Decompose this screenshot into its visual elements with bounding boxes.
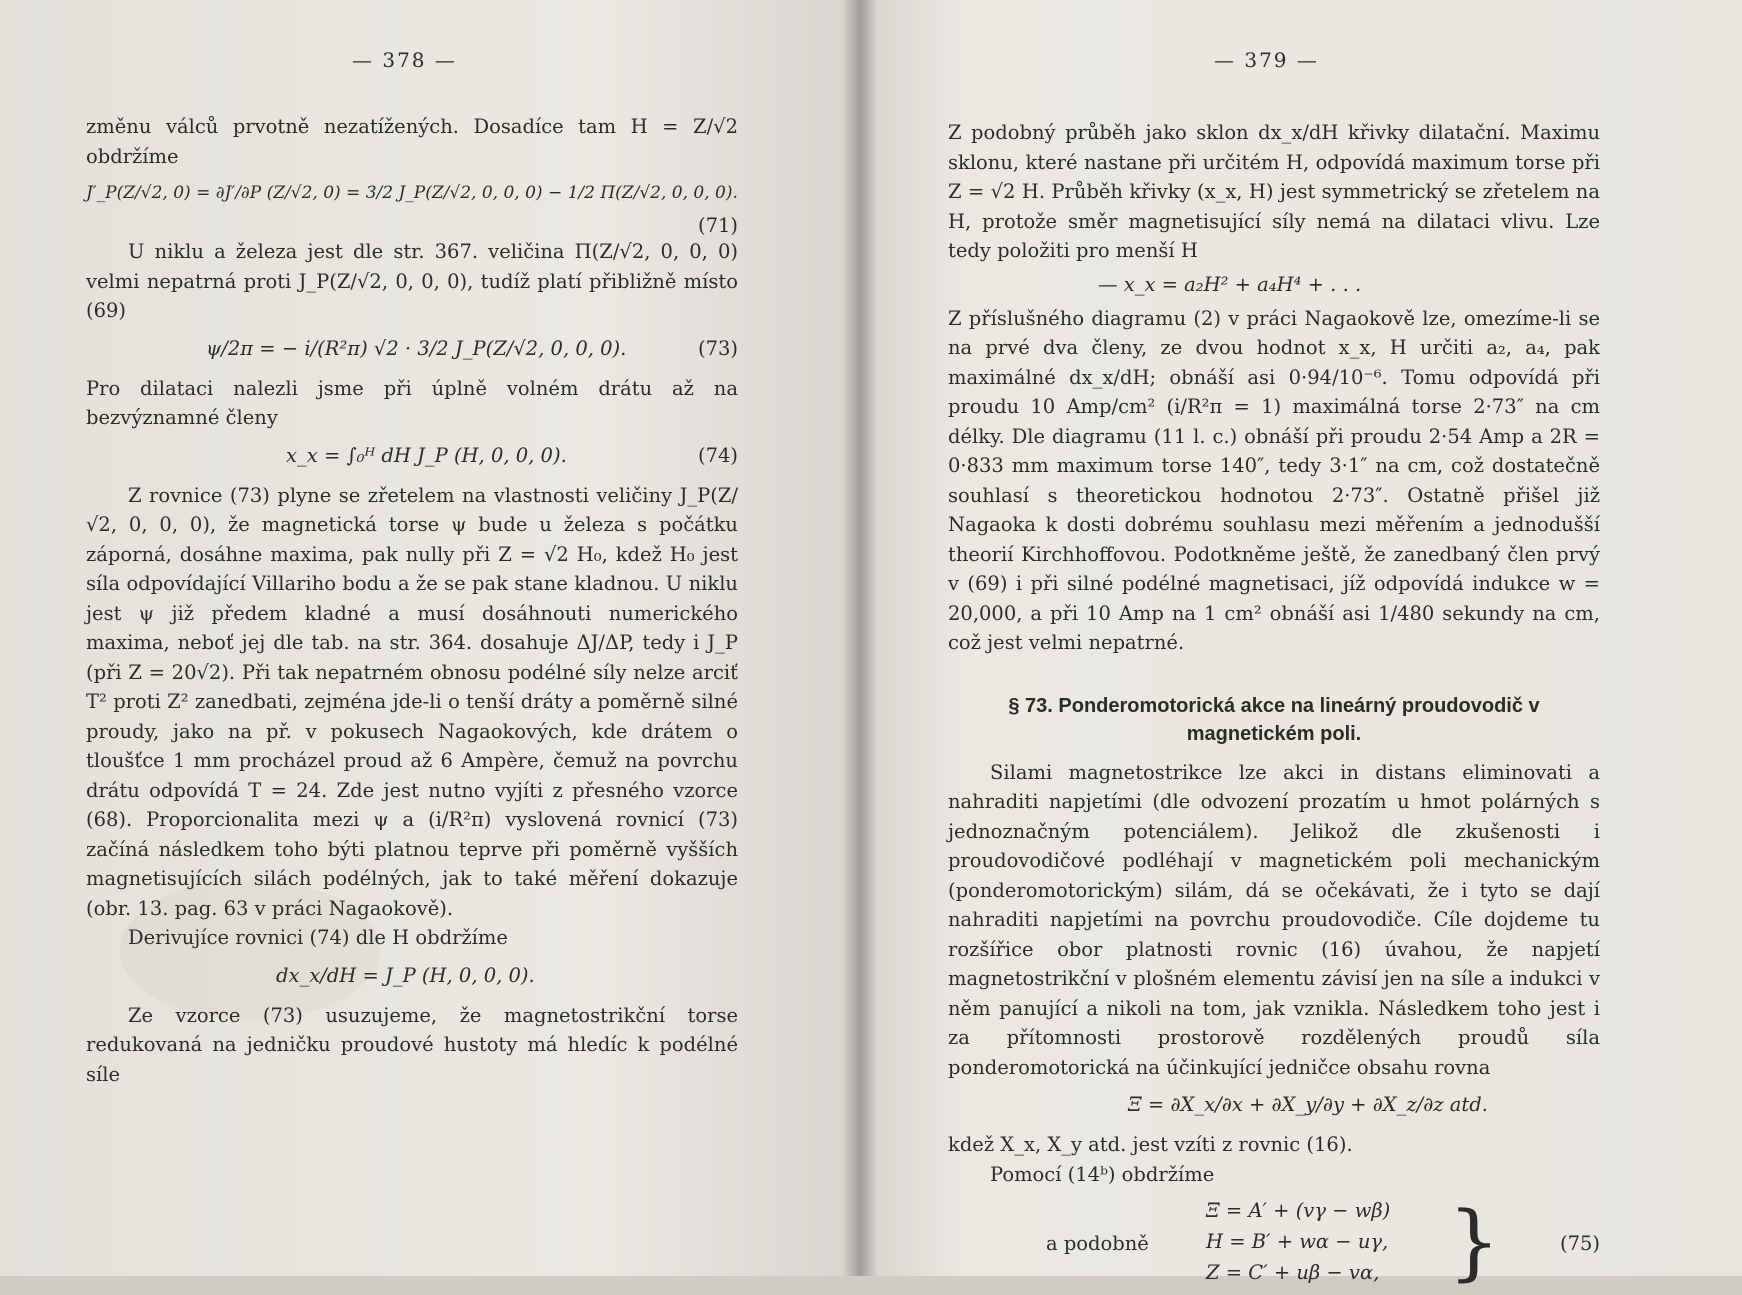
- paragraph: Derivujíce rovnici (74) dle H obdržíme: [128, 926, 508, 949]
- page-number: — 378 —: [352, 48, 457, 72]
- equation-rows: [1206, 1195, 1390, 1288]
- equation-75: [948, 1195, 1600, 1295]
- equation-number: (71): [697, 214, 738, 237]
- book-gutter: [842, 0, 878, 1276]
- equation-text: — x_x = a₂H² + a₄H⁴ + . . .: [1098, 272, 1362, 296]
- equation-73: [86, 328, 738, 372]
- equation-series: [948, 268, 1600, 302]
- equation-row: H = B′ + wα − uγ,: [1206, 1230, 1389, 1253]
- equation-row: Z = C′ + uβ − vα,: [1206, 1261, 1380, 1284]
- equation-74: [86, 435, 738, 479]
- left-page-text: [86, 112, 738, 1089]
- paragraph: Pro dilataci nalezli jsme při úplně volném drátu až na bezvýznamné členy: [86, 376, 738, 429]
- right-page-text: [948, 118, 1600, 1295]
- equation-number: (75): [1559, 1232, 1600, 1255]
- equation-number: (73): [697, 336, 738, 360]
- paragraph: U niklu a železa jest dle str. 367. veličina Π(Z/√2, 0, 0, 0) velmi nepatrná proti J_P(Z/√2, 0, 0, 0), tudíž platí přibližně místo (69): [86, 240, 738, 322]
- paragraph: kdež X_x, X_y atd. jest vzíti z rovnic (16).: [948, 1133, 1353, 1156]
- page-number: — 379 —: [1214, 48, 1319, 72]
- left-page: [0, 0, 858, 1276]
- paragraph: Silami magnetostrikce lze akci in distans eliminovati a nahraditi napjetími (dle odvození prozatím u hmot polárných s jednoznačným potenciálem). Jelikož dle zkušenosti i proudovodičové podléhají v magnetickém poli mechanickým (ponderomotorickým) silám, dá se očekávati, že i tyto se dají nahraditi napjetími na povrchu proudovodiče. Cíle dojdeme tu rozšířice obor platnosti rovnic (16) úvahou, že napjetí magnetostrikční v plošném elementu závisí jen na síle a indukci v něm panující a nikoli na tom, jak vznikla. Následkem toho jest i za přítomnosti prostorově rozdělených proudů síla ponderomotorická na účinkující jedničce obsahu rovna: [948, 760, 1600, 1079]
- equation-text: x_x = ∫₀ᴴ dH J_P (H, 0, 0, 0).: [286, 443, 567, 467]
- paragraph: změnu válců prvotně nezatížených. Dosadíce tam H = Z/√2 obdržíme: [86, 115, 738, 168]
- equation-row: Ξ = A′ + (vγ − wβ): [1206, 1199, 1391, 1222]
- paragraph: Pomocí (14ᵇ) obdržíme: [990, 1162, 1215, 1186]
- equation-text: ψ/2π = − i/(R²π) √2 · 3/2 J_P(Z/√2, 0, 0, 0).: [206, 336, 627, 360]
- paragraph: Z rovnice (73) plyne se zřetelem na vlastnosti veličiny J_P(Z/√2, 0, 0, 0), že magnetická torse ψ bude u železa s počátku záporná, dosáhne maxima, pak nully při Z = √2 H₀, kdež H₀ jest síla odpovídající Villariho bodu a že se pak stane kladnou. U niklu jest ψ již předem kladné a musí dosáhnouti numerického maxima, neboť jej dle tab. na str. 364. dosahuje ΔJ/ΔP, tedy i J_P (při Z = 20√2). Při tak nepatrném obnosu podélné síly nelze arciť T² proti Z² zanedbati, zejména jde-li o tenší dráty a poměrně silné proudy, jako na př. v pokusech Nagaokových, kde drátem o tloušťce 1 mm procházel proud až 6 Ampère, čemuž na povrchu drátu odpovídá T = 24. Zde jest nutno vyjíti z přesného vzorce (68). Proporcionalita mezi ψ a (i/R²π) vyslovená rovnicí (73) začíná následkem toho býti platnou teprve při poměrně vyšších magnetisujících silách podélných, jak to také měření dokazuje (obr. 13. pag. 63 v práci Nagaokově).: [86, 483, 738, 920]
- paragraph: Z příslušného diagramu (2) v práci Nagaokově lze, omezíme-li se na prvé dva členy, ze dvou hodnot x_x, H určiti a₂, a₄, pak maximálné dx_x/dH; obnáší asi 0·94/10⁻⁶. Tomu odpovídá při proudu 10 Amp/cm² (i/R²π = 1) maximálná torse 2·73″ na cm délky. Dle diagramu (11 l. c.) obnáší při proudu 2·54 Amp a 2R = 0·833 mm maximum torse 140″, tedy 3·1″ na cm, což dostatečně souhlasí s theoretickou hodnotou 2·73″. Ostatně přišel již Nagaoka k dosti dobrému souhlasu mezi měřením a jednodušší theorií Kirchhoffovou. Podotkněme ještě, že zanedbaný člen prvý v (69) i při silné podélné magnetisaci, jíž odpovídá indukce w = 20,000, a při 10 Amp na 1 cm² obnáší asi 1/480 sekundy na cm, což jest velmi nepatrné.: [948, 306, 1600, 654]
- equation-text: dx_x/dH = J_P (H, 0, 0, 0).: [276, 963, 535, 987]
- paragraph: Ze vzorce (73) usuzujeme, že magnetostrikční torse redukovaná na jedničku proudové hustoty má hledíc k podélné síle: [86, 1003, 738, 1086]
- paragraph: Z podobný průběh jako sklon dx_x/dH křivky dilatační. Maximu sklonu, které nastane při určitém H, odpovídá maximum torse při Z = √2 H. Průběh křivky (x_x, H) jest symmetrický se zřetelem na H, protože směr magnetisující síly nemá na dilataci vlivu. Lze tedy položiti pro menší H: [948, 121, 1600, 262]
- equation-derivative: [86, 955, 738, 999]
- equation-text: J′_P(Z/√2, 0) = ∂J′/∂P (Z/√2, 0) = 3/2 J_P(Z/√2, 0, 0, 0) − 1/2 Π(Z/√2, 0, 0, 0).: [86, 183, 738, 203]
- equation-number-row: [86, 211, 738, 235]
- equation-text: Ξ = ∂X_x/∂x + ∂X_y/∂y + ∂X_z/∂z atd.: [1128, 1093, 1488, 1116]
- section-heading: § 73. Ponderomotorická akce na lineárný proudovodič v magnetickém poli.: [1008, 694, 1540, 745]
- right-page: [858, 0, 1742, 1290]
- equation-number: (74): [697, 443, 738, 467]
- equation-label: a podobně: [1046, 1232, 1149, 1255]
- right-brace: }: [1448, 1195, 1501, 1290]
- equation-force: [948, 1084, 1600, 1128]
